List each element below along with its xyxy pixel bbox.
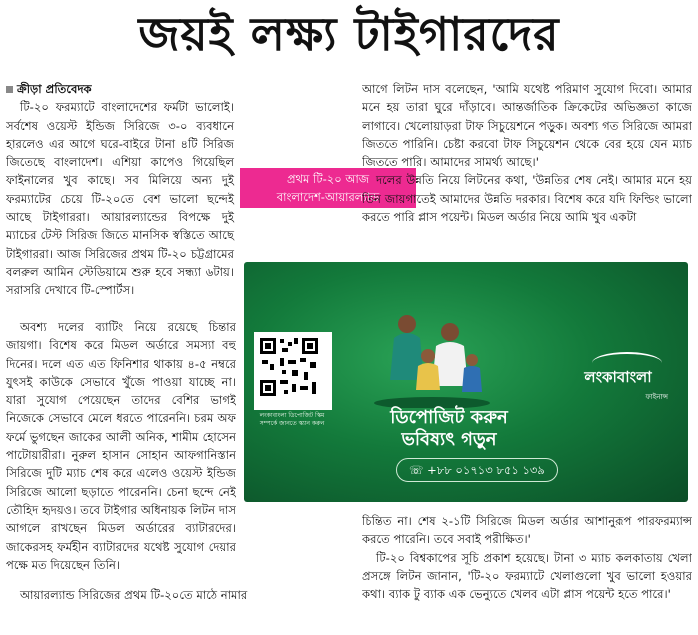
- byline-square-icon: [6, 86, 13, 93]
- right-paragraph-1: আগে লিটন দাস বলেছেন, 'আমি যথেষ্ট পরিমাণ সুযোগ দিবো। আমার মনে হয় তারা ঘুরে দাঁড়াবে। আন্তর্জাতিক ক্রিকেটের অভিজ্ঞতা কাজে লাগাবে। খেলোয়াড়রা টাফ সিচুয়েশনে পড়ুক। অবশ্য গত সিরিজে আমরা জিততে পারিনি। চেষ্টা করবো টাফ সিচুয়েশন থেকে বের হয়ে যেন ম্যাচ জিততে পারি। আমাদের সামর্থ্য আছে।': [362, 82, 692, 170]
- brand-subtitle: ফাইনান্স: [645, 393, 668, 401]
- right-paragraph-2: দলের উন্নতি নিয়ে লিটনের কথা, 'উন্নতির শেষ নেই। আমার মনে হয় তিন জায়গাতেই আমাদের উন্নতি দরকার। বিশেষ করে যদি ফিল্ডিং ভালো করতে পারি প্লাস পয়েন্ট। মিডল অর্ডার নিয়ে আমি খুব একটা: [362, 173, 692, 225]
- left-last-line: আয়ারল্যান্ড সিরিজের প্রথম টি-২০তে মাঠে নামার: [20, 588, 248, 602]
- match-info-line2: বাংলাদেশ-আয়ারল্যান্ড: [276, 190, 380, 204]
- advertisement[interactable]: [244, 262, 688, 502]
- right-column-bottom: [362, 512, 692, 603]
- byline-text: ক্রীড়া প্রতিবেদক: [17, 82, 92, 96]
- ad-headline-line2: ভবিষ্যৎ গড়ুন: [401, 429, 497, 450]
- phone-number: +৮৮ ০১৭১৩ ৮৫১ ১৩৯: [427, 463, 545, 477]
- ad-headline-line1: ডিপোজিট করুন: [390, 407, 508, 428]
- phone-number-button[interactable]: [396, 458, 558, 482]
- byline: [6, 80, 352, 98]
- left-paragraph-1: টি-২০ ফরম্যাটে বাংলাদেশের ফর্মটা ভালোই। সর্বশেষ ওয়েস্ট ইন্ডিজ সিরিজে ৩-০ ব্যবধানে হারলেও এর আগে ঘরে-বাইরে টানা ৪টি সিরিজ জিতেছে বাংলাদেশ। এশিয়া কাপেও গিয়েছিল ফাইনালের খুব কাছে। সব মিলিয়ে অন্য দুই ফরম্যাটের চেয়ে টি-২০তে বেশ ভালো ছন্দেই আছে টাইগাররা। আয়ারল্যান্ডের বিপক্ষে দুই ম্যাচের টেস্ট সিরিজ জিতে মানসিক স্বস্তিতে আছে টাইগাররা। আজ সিরিজের প্রথম টি-২০ চট্টগ্রামের বলরুল আমিন স্টেডিয়ামে শুরু হবে সন্ধ্যা ৬টায়। সরাসরি দেখাবে টি-স্পোর্টস।: [6, 100, 234, 298]
- right-bottom-paragraph-1: চিন্তিত না। শেষ ২-১টি সিরিজে মিডল অর্ডার আশানুরূপ পারফরম্যান্স করতে পারেনি। তবে সবাই পরীক্ষিত।': [362, 514, 692, 547]
- qr-caption: লংকাবাংলা ডিপোজিট স্কিম সম্পর্কে জানতে স্ক্যান করুন: [259, 412, 325, 427]
- ad-headline: [349, 407, 549, 451]
- right-bottom-paragraph-2: টি-২০ বিশ্বকাপের সূচি প্রকাশ হয়েছে। টানা ৩ ম্যাচ কলকাতায় খেলা প্রসঙ্গে লিটন জানান, 'টি-২০ ফরম্যাটে খেলাগুলো খুব ভালো হওয়ার কথা। ব্যাক টু ব্যাক এক ভেন্যুতে খেলব এটা প্লাস পয়েন্ট হতে পারে।': [362, 550, 692, 602]
- brand-arc-icon: [592, 352, 662, 374]
- brand-logo: [562, 366, 674, 403]
- left-paragraph-2: অবশ্য দলের ব্যাটিং নিয়ে রয়েছে চিন্তার জায়গা। বিশেষ করে মিডল অর্ডারে সমস্যা বহু দিনের। দলে এত এত ফিনিশার থাকায় ৪-৫ নম্বরে যুৎসই কাউকে সেভাবে খুঁজে পাওয়া যাচ্ছে না। যারা সুযোগ পেয়েছেন তাদের বেশির ভাগই নিজেকে সেভাবে মেলে ধরতে পারেননি। চরম অফ ফর্মে ভুগছেন জাকের আলী অনিক, শামীম হোসেন পাটোয়ারীরা। নুরুল হাসান সোহান আফগানিস্তান সিরিজে দুটি ম্যাচ শেষ করে এলেও ওয়েস্ট ইন্ডিজ সিরিজে আলো ছড়াতে পারেননি। চেনা ছন্দে নেই তৌহিদ হৃদয়ও। তবে টাইগার অধিনায়ক লিটন দাস আগলে রাখছেন মিডল অর্ডারের ব্যাটারদের। জাকেরসহ ফর্মহীন ব্যাটারদের যথেষ্ট সুযোগ দেয়ার পক্ষে মত দিয়েছেন তিনি।: [6, 320, 236, 572]
- qr-code-icon: [254, 332, 332, 410]
- brand-name: লংকাবাংলা: [584, 368, 652, 386]
- left-column-2: [6, 318, 236, 574]
- left-column-last: [6, 586, 352, 604]
- match-info-line1: প্রথম টি-২০ আজ: [286, 172, 370, 186]
- headline: জয়ই লক্ষ্য টাইগারদের: [138, 7, 560, 61]
- phone-icon: ☏: [409, 463, 424, 477]
- family-illustration-icon: [372, 298, 492, 408]
- right-column: [362, 80, 692, 226]
